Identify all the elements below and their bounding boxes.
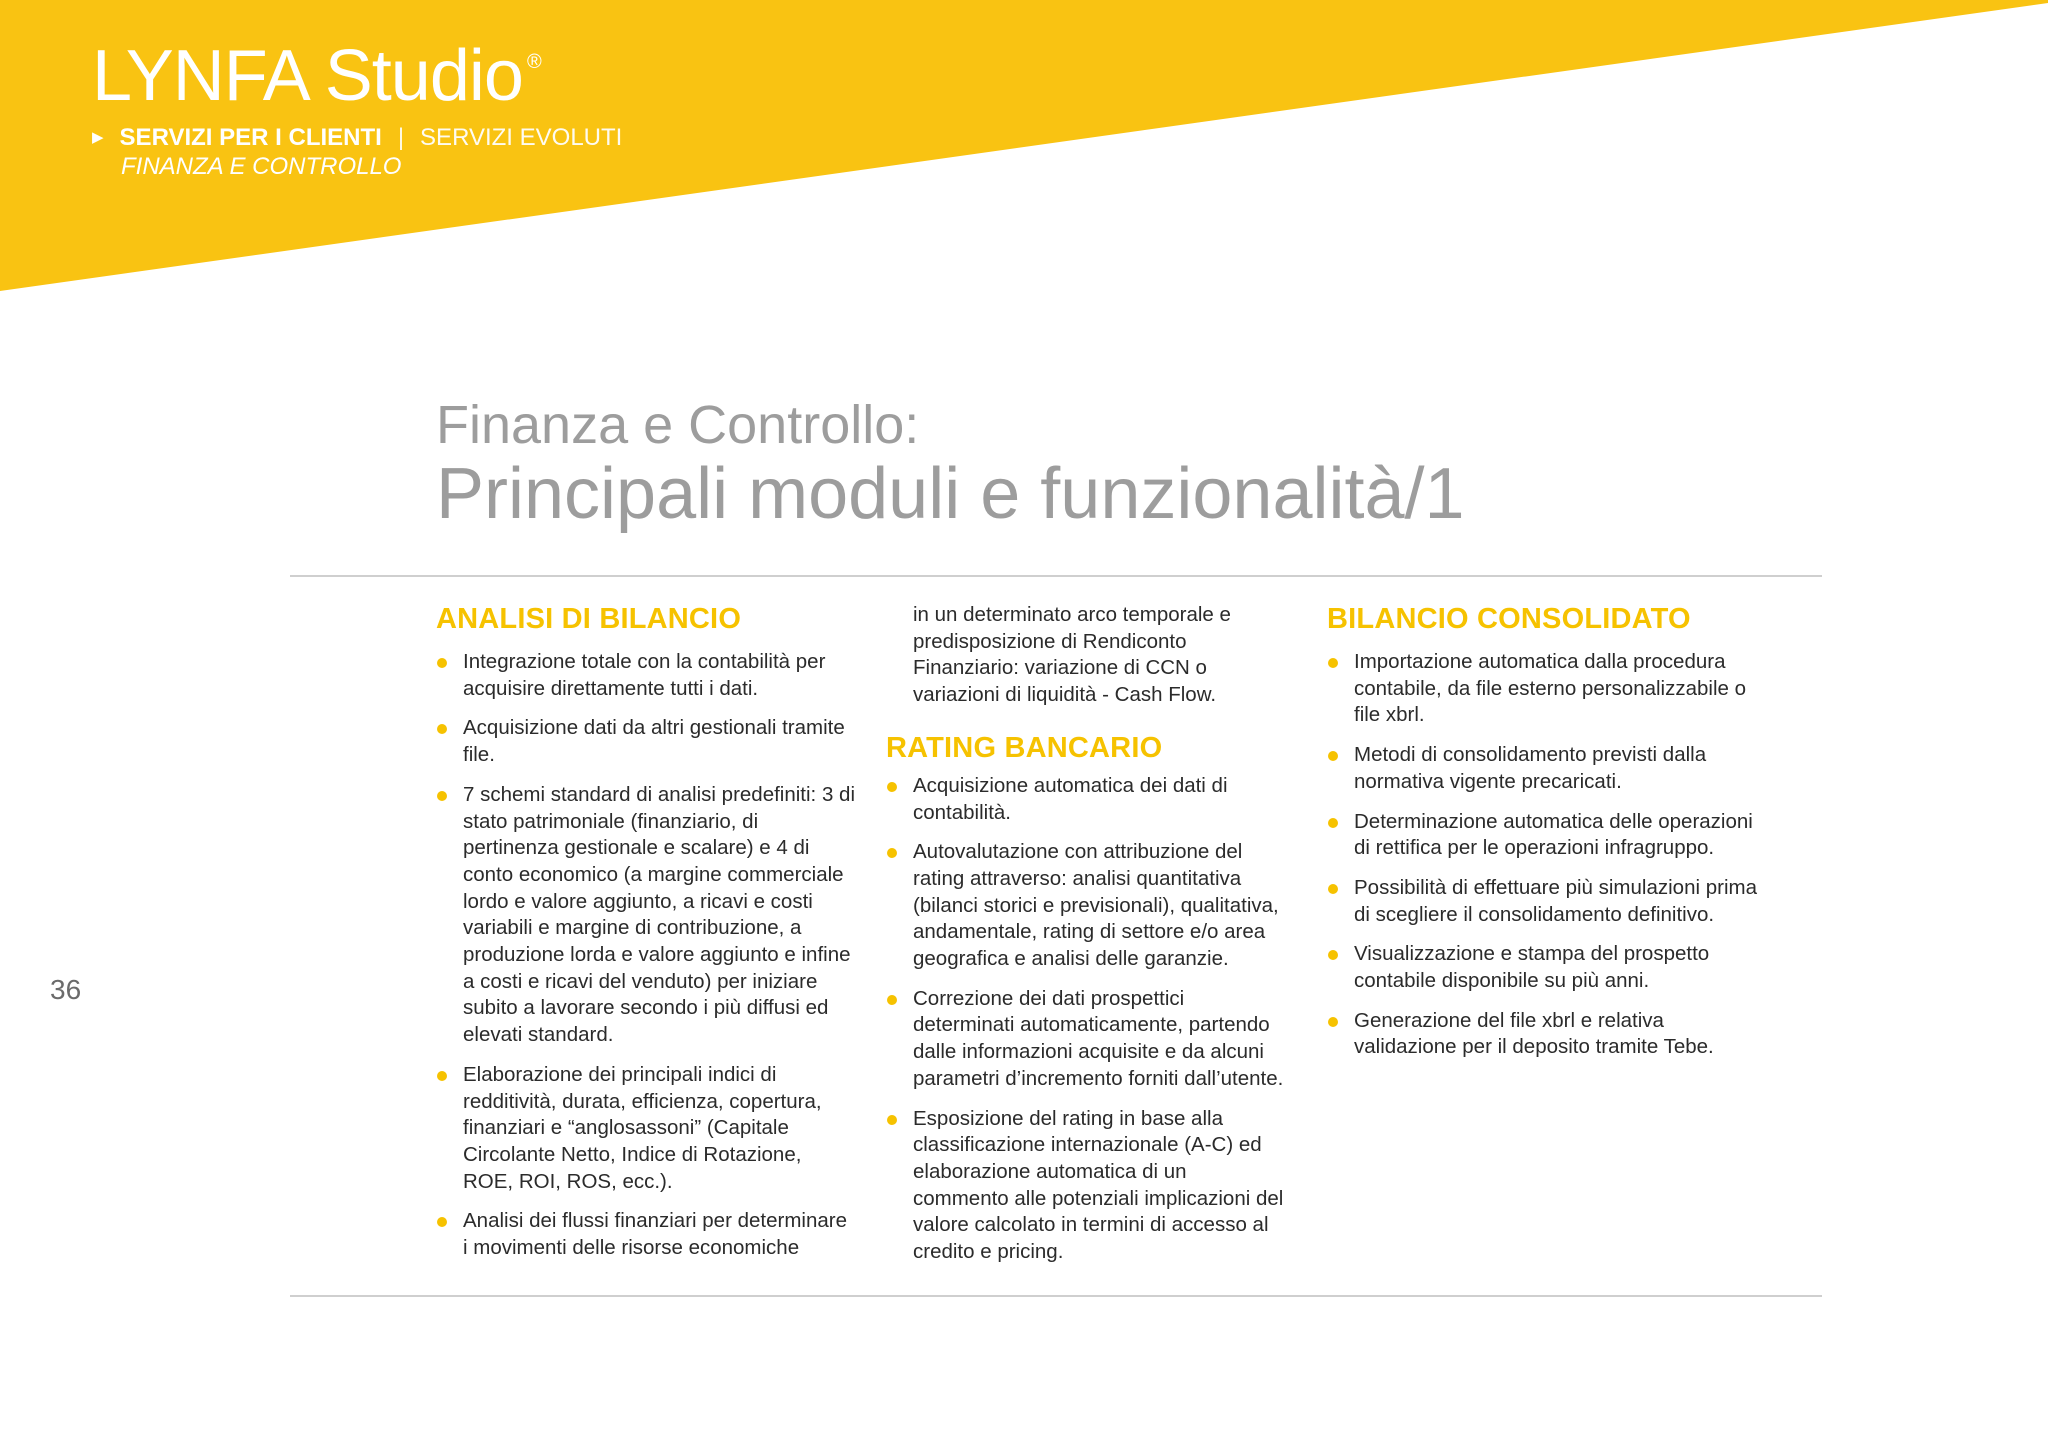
brand-name: LYNFA Studio bbox=[92, 36, 523, 116]
bilancio-consolidato-section bbox=[1327, 602, 1767, 1074]
list-item-text: Generazione del file xbrl e relativa validazione per il deposito tramite Tebe. bbox=[1354, 1008, 1714, 1059]
list-item bbox=[436, 1062, 856, 1196]
bullet-icon bbox=[1328, 884, 1338, 894]
play-triangle-icon: ▶ bbox=[92, 129, 104, 146]
rating-bancario-title: RATING BANCARIO bbox=[886, 731, 1163, 764]
list-item bbox=[1327, 742, 1767, 795]
list-item-text: Integrazione totale con la contabilità per acquisire direttamente tutti i dati. bbox=[463, 650, 826, 700]
list-item-text: Acquisizione automatica dei dati di contabilità. bbox=[913, 773, 1228, 824]
list-item-text: Importazione automatica dalla procedura contabile, da file esterno personalizzabile o file xbrl. bbox=[1354, 650, 1747, 727]
list-item bbox=[1327, 875, 1767, 928]
list-item bbox=[886, 986, 1286, 1093]
bullet-icon bbox=[887, 782, 897, 792]
list-item bbox=[1327, 1008, 1767, 1061]
list-item bbox=[436, 1208, 856, 1261]
list-item-text: Autovalutazione con attribuzione del rating attraverso: analisi quantitativa (bilanci storici e previsionali), qualitativa, andamentale, rating di settore e/o area geografica e analisi delle garanzie. bbox=[913, 840, 1279, 971]
top-divider bbox=[290, 575, 1822, 577]
bullet-icon bbox=[1328, 751, 1338, 761]
analisi-bilancio-list bbox=[436, 649, 856, 1262]
breadcrumb-servizi-clienti[interactable]: SERVIZI PER I CLIENTI bbox=[119, 124, 382, 151]
list-item-text: Possibilità di effettuare più simulazioni prima di scegliere il consolidamento definitivo. bbox=[1354, 875, 1757, 926]
bullet-icon bbox=[887, 995, 897, 1005]
bullet-icon bbox=[887, 848, 897, 858]
list-item bbox=[1327, 809, 1767, 862]
page-number: 36 bbox=[50, 974, 82, 1005]
bullet-icon bbox=[1328, 658, 1338, 668]
bilancio-consolidato-title: BILANCIO CONSOLIDATO bbox=[1327, 603, 1691, 635]
bullet-icon bbox=[1328, 818, 1338, 828]
list-item-text: 7 schemi standard di analisi predefiniti: 3 di stato patrimoniale (finanziario, di pertinenza gestionale e scalare) e 4 di conto economico (a margine commerciale lordo e valore aggiunto, a ricavi e costi variabili e margine di contribuzione, a produzione lorda e valore aggiunto e infine a costi e ricavi del venduto) per iniziare subito a lavorare secondo i più diffusi ed elevati standard. bbox=[463, 782, 855, 1047]
list-item-text: Elaborazione dei principali indici di redditività, durata, efficienza, copertura, finanziari e “anglosassoni” (Capitale Circolante Netto, Indice di Rotazione, ROE, ROI, ROS, ecc.). bbox=[463, 1062, 822, 1193]
page-title-line2: Principali moduli e funzionalità/1 bbox=[436, 454, 1465, 534]
list-item-text: Correzione dei dati prospettici determinati automaticamente, partendo dalle informazioni acquisite e da alcuni parametri d’incremento forniti dall’utente. bbox=[913, 986, 1284, 1090]
breadcrumb-separator: | bbox=[397, 124, 405, 151]
breadcrumb bbox=[92, 126, 622, 150]
brand-logo bbox=[92, 36, 541, 116]
list-item-text: Metodi di consolidamento previsti dalla normativa vigente precaricati. bbox=[1354, 743, 1707, 793]
bullet-icon bbox=[887, 1115, 897, 1125]
list-item bbox=[436, 782, 856, 1049]
list-item-text: Visualizzazione e stampa del prospetto contabile disponibile su più anni. bbox=[1354, 942, 1710, 993]
page-title-line1: Finanza e Controllo: bbox=[436, 395, 920, 455]
rating-bancario-section bbox=[886, 602, 1286, 1279]
list-item-text: Analisi dei flussi finanziari per determinare i movimenti delle risorse economiche bbox=[463, 1209, 847, 1260]
bullet-icon bbox=[437, 724, 447, 734]
registered-mark: ® bbox=[526, 51, 541, 73]
list-item bbox=[886, 1106, 1286, 1266]
bullet-icon bbox=[1328, 1017, 1338, 1027]
list-item bbox=[1327, 649, 1767, 729]
bilancio-consolidato-list bbox=[1327, 649, 1767, 1061]
analisi-bilancio-title: ANALISI DI BILANCIO bbox=[436, 603, 742, 635]
list-item bbox=[886, 839, 1286, 973]
bottom-divider bbox=[290, 1295, 1822, 1297]
list-item-text: Esposizione del rating in base alla classificazione internazionale (A-C) ed elaborazione automatica di un commento alle potenziali implicazioni del valore calcolato in termini di accesso al credito e pricing. bbox=[913, 1106, 1284, 1264]
list-item bbox=[1327, 941, 1767, 994]
rating-bancario-list bbox=[886, 773, 1286, 1266]
list-item-text: Determinazione automatica delle operazioni di rettifica per le operazioni infragruppo. bbox=[1354, 809, 1753, 860]
list-item bbox=[436, 715, 856, 768]
list-item bbox=[886, 773, 1286, 826]
list-item-text: Acquisizione dati da altri gestionali tramite file. bbox=[463, 716, 845, 767]
analisi-continuation-text: in un determinato arco temporale e predisposizione di Rendiconto Finanziario: variazione di CCN o variazioni di liquidità - Cash Flow. bbox=[913, 603, 1231, 707]
bullet-icon bbox=[437, 1071, 447, 1081]
breadcrumb-sub-finanza-controllo[interactable]: FINANZA E CONTROLLO bbox=[121, 153, 402, 180]
bullet-icon bbox=[437, 791, 447, 801]
list-item bbox=[436, 649, 856, 702]
bullet-icon bbox=[437, 658, 447, 668]
bullet-icon bbox=[437, 1217, 447, 1227]
bullet-icon bbox=[1328, 950, 1338, 960]
analisi-bilancio-section bbox=[436, 602, 856, 1275]
breadcrumb-servizi-evoluti[interactable]: SERVIZI EVOLUTI bbox=[420, 124, 623, 151]
